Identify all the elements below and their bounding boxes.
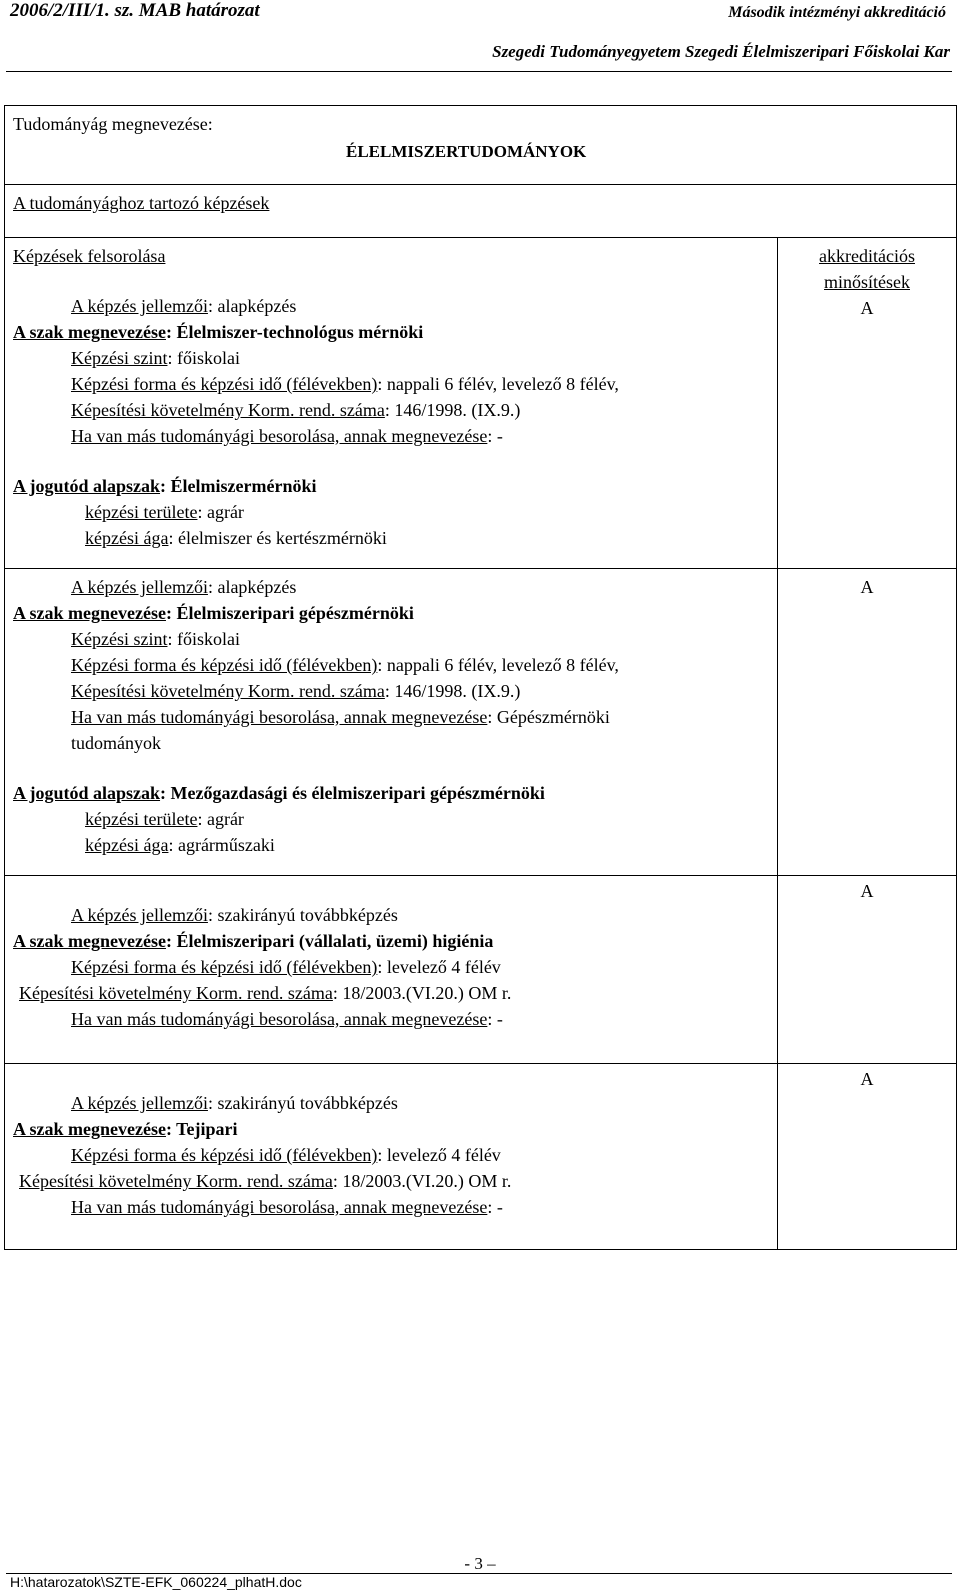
program-4-forma: Képzési forma és képzési idő (félévekben): levelező 4 félév: [71, 1145, 501, 1165]
program-4-jellemzo: A képzés jellemzői: szakirányú továbbképzés: [71, 1093, 398, 1113]
program-1-jellemzo: A képzés jellemzői: alapképzés: [71, 296, 297, 316]
discipline-table: [4, 105, 957, 1250]
program-4-rating: A: [860, 1069, 874, 1089]
discipline-label: Tudományág megnevezése:: [13, 114, 213, 134]
program-4-kepesites: Képesítési követelmény Korm. rend. száma: 18/2003.(VI.20.) OM r.: [19, 1171, 512, 1191]
program-row-1: [5, 238, 957, 569]
program-row-4: [5, 1064, 957, 1250]
program-4-szak: A szak megnevezése: Tejipari: [13, 1119, 238, 1139]
program-2-kepesites: Képesítési követelmény Korm. rend. száma: 146/1998. (IX.9.): [71, 681, 521, 701]
program-1-terulet: képzési területe: agrár: [85, 502, 244, 522]
page-number: - 3 –: [464, 1554, 496, 1573]
program-2-aga: képzési ága: agrárműszaki: [85, 835, 275, 855]
program-3-forma: Képzési forma és képzési idő (félévekben): levelező 4 félév: [71, 957, 501, 977]
program-4-besorolas: Ha van más tudományági besorolása, annak megnevezése: -: [71, 1197, 503, 1217]
program-2-besorolas-cont: tudományok: [71, 733, 161, 753]
rating-header-line2: minősítések: [824, 272, 910, 292]
header-accreditation-type: Második intézményi akkreditáció: [728, 4, 946, 21]
program-2-besorolas: Ha van más tudományági besorolása, annak megnevezése: Gépészmérnöki: [71, 707, 610, 727]
section-label: A tudományághoz tartozó képzések: [13, 193, 270, 213]
program-1-besorolas: Ha van más tudományági besorolása, annak megnevezése: -: [71, 426, 503, 446]
program-2-rating: A: [860, 577, 874, 597]
program-2-szint: Képzési szint: főiskolai: [71, 629, 240, 649]
program-row-2: [5, 569, 957, 876]
program-3-besorolas: Ha van más tudományági besorolása, annak megnevezése: -: [71, 1009, 503, 1029]
program-1-jogutod: A jogutód alapszak: Élelmiszermérnöki: [13, 476, 317, 496]
program-2-forma: Képzési forma és képzési idő (félévekben): nappali 6 félév, levelező 8 félév,: [71, 655, 619, 675]
program-1-forma: Képzési forma és képzési idő (félévekben): nappali 6 félév, levelező 8 félév,: [71, 374, 619, 394]
discipline-row: [5, 106, 957, 185]
rating-header-line1: akkreditációs: [819, 246, 915, 266]
program-2-terulet: képzési területe: agrár: [85, 809, 244, 829]
program-1-szint: Képzési szint: főiskolai: [71, 348, 240, 368]
program-3-kepesites: Képesítési követelmény Korm. rend. száma: 18/2003.(VI.20.) OM r.: [19, 983, 512, 1003]
program-3-rating: A: [860, 881, 874, 901]
program-row-3: [5, 876, 957, 1064]
document-reference: 2006/2/III/1. sz. MAB határozat: [10, 0, 260, 21]
program-1-kepesites: Képesítési követelmény Korm. rend. száma: 146/1998. (IX.9.): [71, 400, 521, 420]
section-row: [5, 185, 957, 238]
header-institution: Szegedi Tudományegyetem Szegedi Élelmiszeripari Főiskolai Kar: [492, 42, 950, 61]
header-divider: [6, 71, 952, 72]
program-1-rating: A: [860, 298, 874, 318]
discipline-value: ÉLELMISZERTUDOMÁNYOK: [346, 142, 587, 161]
program-2-szak: A szak megnevezése: Élelmiszeripari gépészmérnöki: [13, 603, 414, 623]
file-path: H:\hatarozatok\SZTE-EFK_060224_plhatH.doc: [10, 1574, 302, 1590]
list-label: Képzések felsorolása: [13, 246, 166, 266]
program-2-jellemzo: A képzés jellemzői: alapképzés: [71, 577, 297, 597]
program-1-aga: képzési ága: élelmiszer és kertészmérnöki: [85, 528, 387, 548]
program-3-jellemzo: A képzés jellemzői: szakirányú továbbképzés: [71, 905, 398, 925]
program-3-szak: A szak megnevezése: Élelmiszeripari (vállalati, üzemi) higiénia: [13, 931, 494, 951]
program-1-szak: A szak megnevezése: Élelmiszer-technológus mérnöki: [13, 322, 424, 342]
program-2-jogutod: A jogutód alapszak: Mezőgazdasági és élelmiszeripari gépészmérnöki: [13, 783, 545, 803]
